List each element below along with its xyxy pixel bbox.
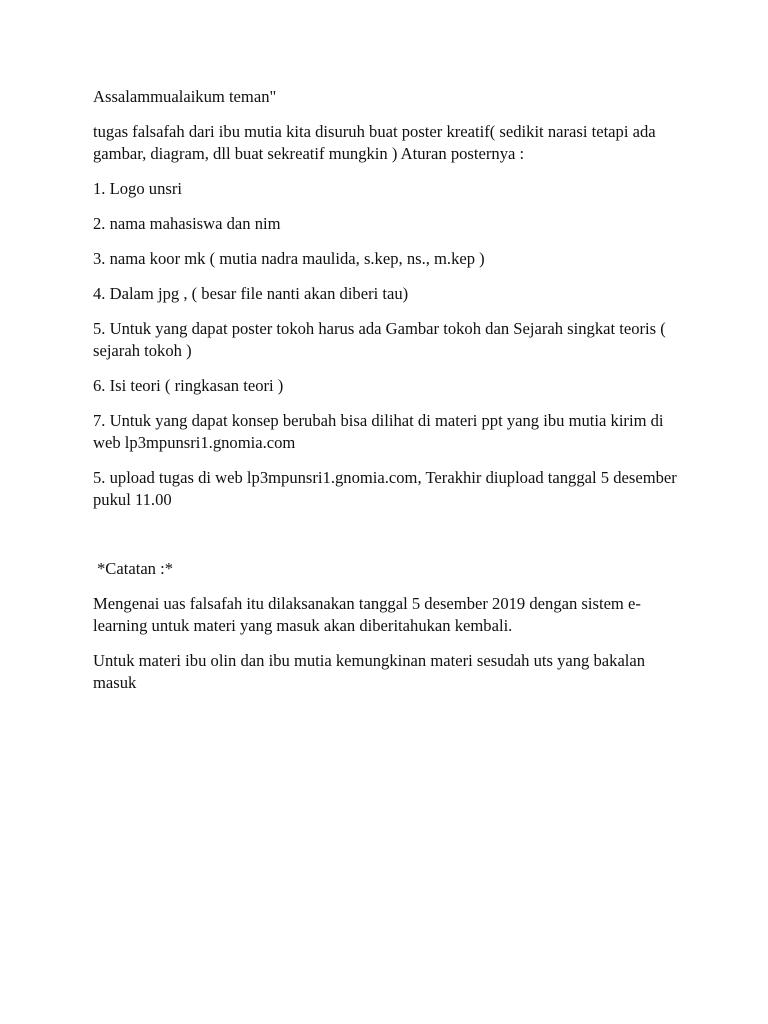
greeting-text: Assalammualaikum teman" xyxy=(93,87,277,106)
spacer xyxy=(93,524,688,558)
rule-item: 5. Untuk yang dapat poster tokoh harus ada Gambar tokoh dan Sejarah singkat teoris ( sejarah tokoh ) xyxy=(93,319,666,360)
rule-item: 2. nama mahasiswa dan nim xyxy=(93,214,281,233)
note-title: *Catatan :* xyxy=(97,559,174,578)
rule-item: 5. upload tugas di web lp3mpunsri1.gnomia.com, Terakhir diupload tanggal 5 desember pukul 11.00 xyxy=(93,468,677,509)
note-paragraph: Untuk materi ibu olin dan ibu mutia kemungkinan materi sesudah uts yang bakalan masuk xyxy=(93,651,646,692)
rule-item: 7. Untuk yang dapat konsep berubah bisa dilihat di materi ppt yang ibu mutia kirim di web lp3mpunsri1.gnomia.com xyxy=(93,411,664,452)
note-paragraph: Mengenai uas falsafah itu dilaksanakan tanggal 5 desember 2019 dengan sistem e-learning untuk materi yang masuk akan diberitahukan kembali. xyxy=(93,594,641,635)
rule-item: 3. nama koor mk ( mutia nadra maulida, s.kep, ns., m.kep ) xyxy=(93,249,485,268)
intro-text: tugas falsafah dari ibu mutia kita disuruh buat poster kreatif( sedikit narasi tetapi ada gambar, diagram, dll buat sekreatif mungkin ) Aturan posternya : xyxy=(93,122,656,163)
rule-item: 1. Logo unsri xyxy=(93,179,182,198)
rule-item: 4. Dalam jpg , ( besar file nanti akan diberi tau) xyxy=(93,284,409,303)
rule-item: 6. Isi teori ( ringkasan teori ) xyxy=(93,376,284,395)
